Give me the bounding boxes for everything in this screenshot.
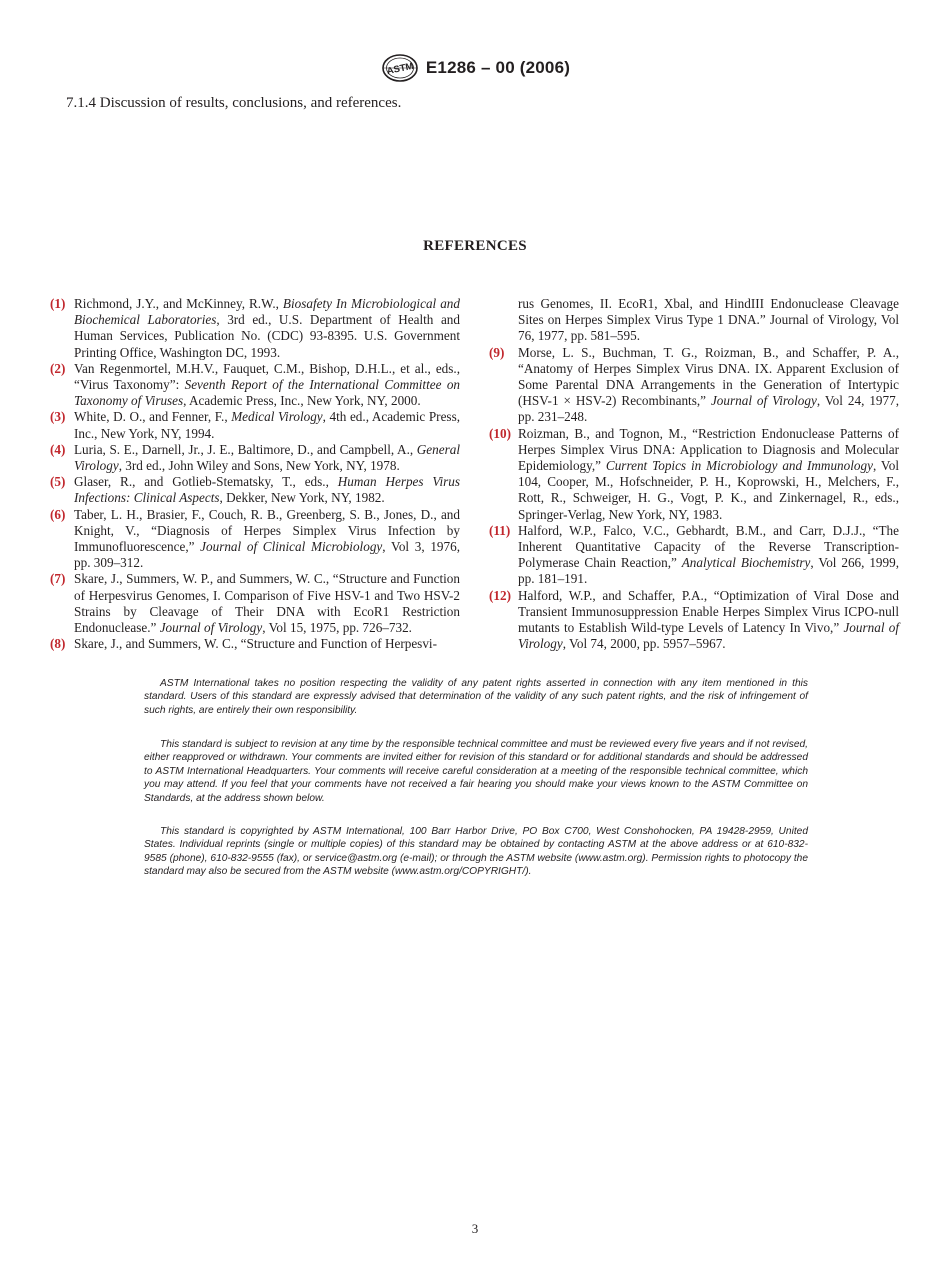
reference-source-title: General Virology [74, 441, 460, 474]
reference-number: (10) [489, 425, 511, 441]
revision-notice: This standard is subject to revision at any time by the responsible technical committee and must be reviewed every five years and if not revised, either reapproved or withdrawn. Your comments are invited either for revision of this standard or for additional standards and should be addressed to ASTM International Headquarters. Your comments will receive careful consideration at a meeting of the responsible technical committee, which you may attend. If you feel that your comments have not received a fair hearing you should make your views known to the ASTM Committee on Standards, at the address shown below. [144, 739, 808, 804]
reference-body [74, 442, 460, 474]
reference-body [74, 507, 460, 572]
reference-text: , Vol 76, 1977, pp. 581–595. [518, 312, 900, 344]
reference-source-title: Journal of Clinical Microbiology [200, 539, 383, 555]
reference-source-title: Journal of Virology [710, 393, 817, 409]
reference-text: Skare, J., and Summers, W. C., “Structure and Function of Herpesvi- [74, 636, 437, 652]
reference-item [489, 523, 899, 588]
reference-item [50, 296, 460, 361]
reference-text: White, D. O., and Fenner, F., [74, 409, 232, 425]
reference-text: , Vol 24, 1977, pp. 231–248. [518, 393, 899, 425]
reference-body [74, 636, 460, 652]
reference-item [50, 571, 460, 636]
reference-text: Halford, W.P., Falco, V.C., Gebhardt, B.M., and Carr, D.J.J., “The Inherent Quantitative Capacity of the Reverse Transcription-Polymerase Chain Reaction,” [518, 522, 899, 571]
reference-body [518, 523, 899, 588]
reference-source-title: Biosafety In Microbiological and Biochemical Laboratories [74, 296, 460, 328]
reference-text: , 3rd ed., John Wiley and Sons, New York, NY, 1978. [118, 458, 400, 474]
reference-item [50, 636, 460, 652]
reference-source-title: Analytical Biochemistry [681, 555, 811, 571]
reference-number: (5) [50, 474, 66, 490]
reference-number: (2) [50, 360, 66, 376]
section-7-1-4: 7.1.4 Discussion of results, conclusions, and references. [66, 95, 402, 111]
reference-source-title: Medical Virology [231, 409, 323, 425]
reference-text: Taber, L. H., Brasier, F., Couch, R. B., Greenberg, S. B., Jones, D., and Knight, V., “Diagnosis of Herpes Simplex Virus Infection by Immunofluorescence,” [74, 506, 460, 555]
reference-number: (6) [50, 506, 66, 522]
reference-number: (3) [50, 409, 66, 425]
reference-body [74, 296, 460, 361]
reference-source-title: Journal of Virology [159, 620, 263, 636]
reference-text: , Vol 15, 1975, pp. 726–732. [262, 620, 412, 636]
reference-text: Luria, S. E., Darnell, Jr., J. E., Baltimore, D., and Campbell, A., [74, 441, 417, 457]
reference-item [50, 507, 460, 572]
page-header [0, 52, 950, 84]
reference-text: Halford, W.P., and Schaffer, P.A., “Optimization of Viral Dose and Transient Immunosuppression Enable Herpes Simplex Virus ICPO-null mutants to Establish Wild-type Levels of Latency In Vivo,” [518, 587, 899, 636]
reference-text: , Vol 74, 2000, pp. 5957–5967. [562, 636, 726, 652]
reference-text: Richmond, J.Y., and McKinney, R.W., [74, 296, 283, 311]
reference-text: , Vol 3, 1976, pp. 309–312. [74, 539, 461, 571]
reference-text: Glaser, R., and Gotlieb-Stematsky, T., eds., [74, 474, 338, 490]
reference-number: (11) [489, 522, 511, 538]
reference-text: , Dekker, New York, NY, 1982. [219, 490, 385, 506]
reference-number: (1) [50, 296, 66, 311]
patent-notice: ASTM International takes no position respecting the validity of any patent rights asserted in connection with any item mentioned in this standard. Users of this standard are expressly advised that determination of the validity of any such patent rights, and the risk of infringement of such rights, are entirely their own responsibility. [144, 678, 808, 716]
reference-body [74, 474, 460, 506]
reference-text: , 3rd ed., U.S. Department of Health and Human Services, Publication No. (CDC) 93-8395. U.S. Government Printing Office, Washington DC, 1993. [74, 312, 460, 360]
reference-number: (7) [50, 571, 66, 587]
document-id: E1286 – 00 (2006) [425, 58, 571, 77]
reference-number: (8) [50, 636, 66, 652]
reference-item [489, 426, 899, 523]
reference-body [74, 361, 460, 410]
reference-source-title: Journal of Virology [769, 312, 874, 328]
reference-text: Morse, L. S., Buchman, T. G., Roizman, B., and Schaffer, P. A., “Anatomy of Herpes Simplex Virus DNA. IX. Apparent Exclusion of Some Parental DNA Arrangements in the Generation of Intertypic (HSV-1 × HSV-2) Recombinants,” [518, 344, 899, 409]
astm-logo-icon [380, 52, 420, 84]
reference-text: Roizman, B., and Tognon, M., “Restriction Endonuclease Patterns of Herpes Simplex Virus DNA: Application to Diagnosis and Molecular Epidemiology,” [518, 425, 899, 474]
reference-8-continuation [489, 296, 899, 345]
reference-source-title: Human Herpes Virus Infections: Clinical Aspects [74, 474, 460, 506]
reference-item [50, 361, 460, 410]
references-right-column [489, 296, 899, 652]
reference-body [518, 588, 899, 653]
page-number: 3 [471, 1221, 479, 1236]
reference-item [489, 345, 899, 426]
reference-text: , 4th ed., Academic Press, Inc., New York, NY, 1994. [74, 409, 460, 441]
reference-text: , Vol 266, 1999, pp. 181–191. [518, 555, 899, 587]
reference-item [50, 474, 460, 506]
reference-source-title: Current Topics in Microbiology and Immunology [605, 458, 873, 474]
reference-body [518, 426, 899, 523]
reference-number: (12) [489, 587, 511, 603]
references-left-column [50, 296, 460, 652]
reference-body [74, 571, 460, 636]
reference-number: (9) [489, 344, 505, 360]
reference-text: Van Regenmortel, M.H.V., Fauquet, C.M., Bishop, D.H.L., et al., eds., “Virus Taxonomy”: [74, 360, 460, 393]
reference-text: , Vol 104, Cooper, M., Hofschneider, P. H., Koprowski, H., Melchers, F., Rott, R., Schweiger, H. G., Vogt, P. K., and Zinkernagel, R., eds., Springer-Verlag, New York, NY, 1983. [518, 458, 899, 522]
reference-body [74, 409, 460, 441]
reference-number: (4) [50, 441, 66, 457]
reference-item [50, 442, 460, 474]
reference-item [489, 588, 899, 653]
reference-item [50, 409, 460, 441]
reference-text: , Academic Press, Inc., New York, NY, 2000. [183, 393, 421, 409]
reference-source-title: Journal of Virology [518, 620, 899, 652]
reference-text: Skare, J., Summers, W. P., and Summers, W. C., “Structure and Function of Herpesvirus Genomes, I. Comparison of Five HSV-1 and Two HSV-2 Strains by Cleavage of Their DNA with EcoR1 Restriction Endonuclease.” [74, 571, 460, 636]
references-heading: REFERENCES [423, 238, 527, 254]
svg-text:ASTM: ASTM [385, 60, 415, 78]
reference-body [518, 345, 899, 426]
reference-source-title: Seventh Report of the International Committee on Taxonomy of Viruses [74, 377, 461, 409]
copyright-notice: This standard is copyrighted by ASTM International, 100 Barr Harbor Drive, PO Box C700, West Conshohocken, PA 19428-2959, United States. Individual reprints (single or multiple copies) of this standard may be obtained by contacting ASTM at the above address or at 610-832-9585 (phone), 610-832-9555 (fax), or service@astm.org (e-mail); or through the ASTM website (www.astm.org). Permission rights to photocopy the standard may also be secured from the ASTM website (www.astm.org/COPYRIGHT/). [144, 826, 808, 878]
reference-text: rus Genomes, II. EcoR1, Xbal, and HindIII Endonuclease Cleavage Sites on Herpes Simplex Virus Type 1 DNA.” [518, 296, 899, 328]
